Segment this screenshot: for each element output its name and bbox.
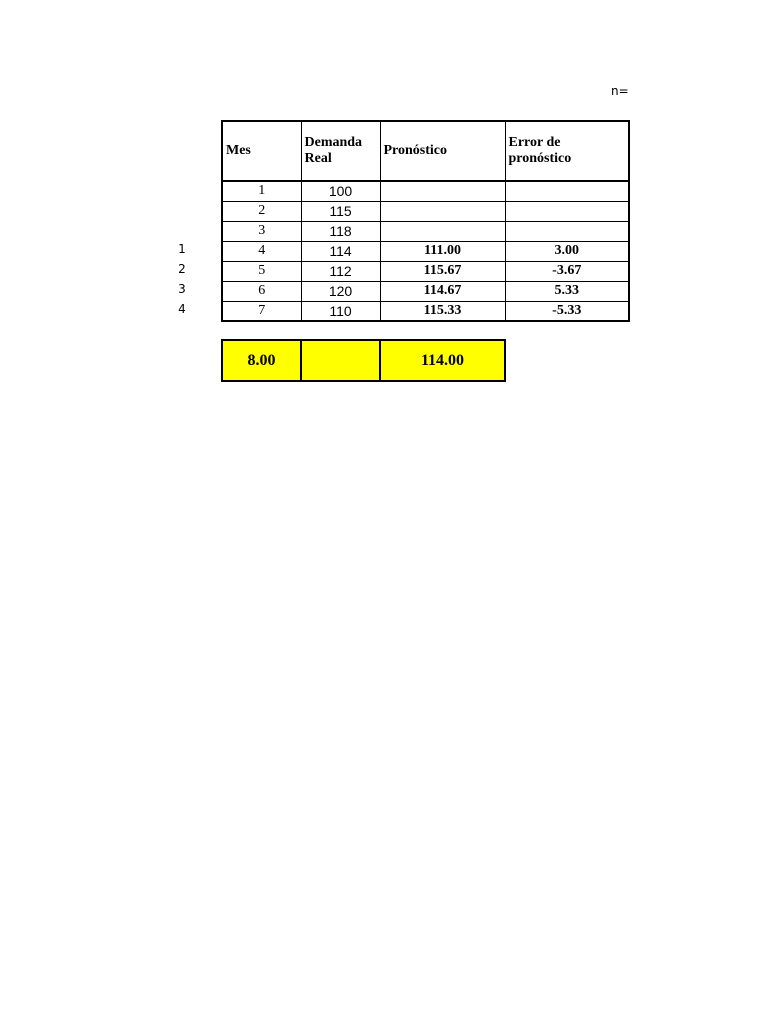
cell-mes[interactable]: 4	[222, 241, 301, 261]
cell-demanda[interactable]: 120	[301, 281, 380, 301]
cell-demanda[interactable]: 114	[301, 241, 380, 261]
cell-error[interactable]	[505, 181, 629, 201]
summary-cell-3[interactable]: 114.00	[380, 340, 505, 381]
summary-cell-1[interactable]: 8.00	[222, 340, 301, 381]
table-row	[222, 201, 629, 221]
table-row	[222, 301, 629, 321]
table-row	[222, 221, 629, 241]
table-row	[222, 241, 629, 261]
cell-pronostico[interactable]	[380, 221, 505, 241]
cell-error[interactable]: 3.00	[505, 241, 629, 261]
cell-demanda[interactable]: 100	[301, 181, 380, 201]
cell-error[interactable]: -3.67	[505, 261, 629, 281]
cell-demanda[interactable]: 110	[301, 301, 380, 321]
forecast-table	[221, 120, 630, 322]
cell-mes[interactable]: 6	[222, 281, 301, 301]
cell-error[interactable]	[505, 221, 629, 241]
cell-pronostico[interactable]: 115.67	[380, 261, 505, 281]
summary-table	[221, 339, 506, 382]
header-demanda-real[interactable]: Demanda Real	[301, 121, 380, 181]
header-row	[222, 121, 629, 181]
header-pronostico[interactable]: Pronóstico	[380, 121, 505, 181]
cell-mes[interactable]: 3	[222, 221, 301, 241]
cell-error[interactable]: -5.33	[505, 301, 629, 321]
cell-error[interactable]: 5.33	[505, 281, 629, 301]
cell-error[interactable]	[505, 201, 629, 221]
side-index-1: 1	[178, 242, 186, 256]
header-mes[interactable]: Mes	[222, 121, 301, 181]
table-row	[222, 261, 629, 281]
side-index-4: 4	[178, 302, 186, 316]
cell-pronostico[interactable]: 111.00	[380, 241, 505, 261]
summary-row	[222, 340, 505, 381]
cell-mes[interactable]: 5	[222, 261, 301, 281]
cell-demanda[interactable]: 112	[301, 261, 380, 281]
n-label: n=	[611, 84, 629, 98]
cell-pronostico[interactable]	[380, 181, 505, 201]
table-row	[222, 181, 629, 201]
cell-mes[interactable]: 7	[222, 301, 301, 321]
header-error[interactable]: Error de pronóstico	[505, 121, 629, 181]
side-index-2: 2	[178, 262, 186, 276]
cell-mes[interactable]: 2	[222, 201, 301, 221]
cell-pronostico[interactable]: 115.33	[380, 301, 505, 321]
cell-pronostico[interactable]: 114.67	[380, 281, 505, 301]
side-index-3: 3	[178, 282, 186, 296]
cell-pronostico[interactable]	[380, 201, 505, 221]
cell-demanda[interactable]: 115	[301, 201, 380, 221]
cell-mes[interactable]: 1	[222, 181, 301, 201]
table-row	[222, 281, 629, 301]
cell-demanda[interactable]: 118	[301, 221, 380, 241]
summary-cell-2[interactable]	[301, 340, 380, 381]
